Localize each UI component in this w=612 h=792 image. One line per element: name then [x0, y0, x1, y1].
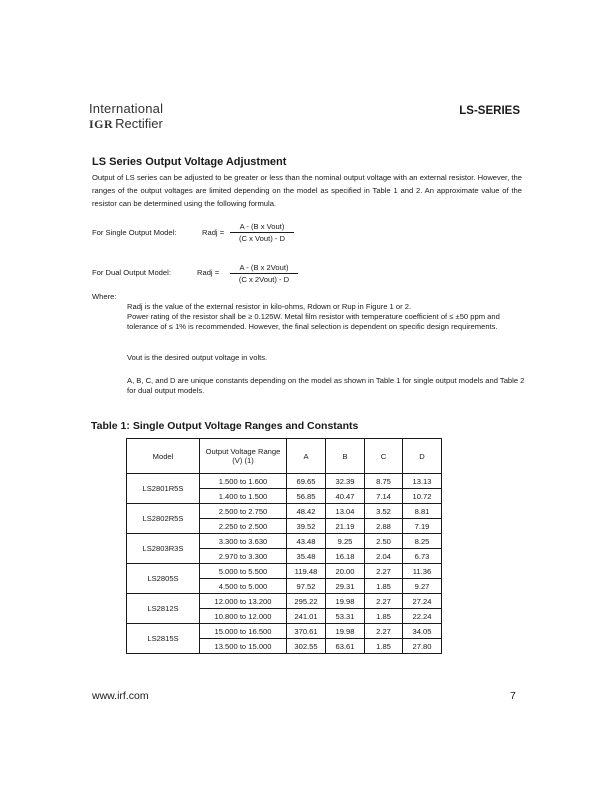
logo-rectifier-text: Rectifier [115, 116, 163, 131]
header-d: D [403, 439, 442, 474]
radj-definition: Radj is the value of the external resistor in kilo-ohms, Rdown or Rup in Figure 1 or 2. [127, 302, 412, 311]
model-cell: LS2812S [127, 594, 200, 624]
d-cell: 11.36 [403, 564, 442, 579]
series-title: LS-SERIES [459, 105, 520, 117]
d-cell: 22.24 [403, 609, 442, 624]
a-cell: 302.55 [287, 639, 326, 654]
c-cell: 2.88 [365, 519, 403, 534]
table-row [127, 474, 442, 489]
b-cell: 63.61 [326, 639, 365, 654]
footer-url: www.irf.com [92, 690, 149, 702]
range-cell: 12.000 to 13.200 [200, 594, 287, 609]
range-cell: 2.500 to 2.750 [200, 504, 287, 519]
c-cell: 1.85 [365, 639, 403, 654]
d-cell: 27.80 [403, 639, 442, 654]
range-cell: 15.000 to 16.500 [200, 624, 287, 639]
section-title: LS Series Output Voltage Adjustment [92, 156, 287, 168]
dual-formula-label: For Dual Output Model: [92, 268, 171, 277]
b-cell: 53.31 [326, 609, 365, 624]
single-formula-var: Radj = [202, 228, 225, 237]
a-cell: 35.48 [287, 549, 326, 564]
b-cell: 19.98 [326, 624, 365, 639]
range-cell: 1.500 to 1.600 [200, 474, 287, 489]
a-cell: 97.52 [287, 579, 326, 594]
power-rating-text: Power rating of the resistor shall be ≥ 0.125W. Metal film resistor with temperature coefficient of ≤ ±50 ppm and tolerance of ≤ 1% is recommended. However, the final selection is dependent on specific design requirements. [127, 312, 500, 331]
range-cell: 2.970 to 3.300 [200, 549, 287, 564]
a-cell: 295.22 [287, 594, 326, 609]
range-cell: 3.300 to 3.630 [200, 534, 287, 549]
d-cell: 6.73 [403, 549, 442, 564]
header-b: B [326, 439, 365, 474]
dual-formula-numerator: A - (B x 2Vout) [230, 263, 298, 274]
c-cell: 2.50 [365, 534, 403, 549]
dual-formula-var: Radj = [197, 268, 220, 277]
b-cell: 19.98 [326, 594, 365, 609]
logo-rectifier [89, 116, 163, 132]
a-cell: 119.48 [287, 564, 326, 579]
b-cell: 9.25 [326, 534, 365, 549]
d-cell: 8.81 [403, 504, 442, 519]
vout-definition: Vout is the desired output voltage in volts. [127, 353, 268, 362]
d-cell: 8.25 [403, 534, 442, 549]
d-cell: 7.19 [403, 519, 442, 534]
a-cell: 241.01 [287, 609, 326, 624]
b-cell: 29.31 [326, 579, 365, 594]
table-row [127, 594, 442, 609]
d-cell: 10.72 [403, 489, 442, 504]
single-formula-label: For Single Output Model: [92, 228, 177, 237]
d-cell: 13.13 [403, 474, 442, 489]
table-row [127, 504, 442, 519]
table-row [127, 534, 442, 549]
intro-paragraph: Output of LS series can be adjusted to be greater or less than the nominal output voltage with an external resistor. However, the ranges of the output voltages are limited depending on the model as specified in Table 1 and 2. An approximate value of the resistor can be determined using the following formula. [92, 173, 522, 208]
logo-international: International [89, 101, 164, 116]
model-cell: LS2801R5S [127, 474, 200, 504]
igr-logo-mark: IGR [89, 117, 114, 131]
c-cell: 2.27 [365, 624, 403, 639]
single-formula-fraction [230, 222, 294, 243]
dual-formula-denominator: (C x 2Vout) - D [238, 275, 290, 284]
b-cell: 32.39 [326, 474, 365, 489]
c-cell: 1.85 [365, 609, 403, 624]
where-label: Where: [92, 292, 117, 301]
table-row [127, 624, 442, 639]
dual-formula-fraction [230, 263, 298, 284]
single-formula-numerator: A - (B x Vout) [230, 222, 294, 233]
range-cell: 2.250 to 2.500 [200, 519, 287, 534]
b-cell: 16.18 [326, 549, 365, 564]
table-row [127, 564, 442, 579]
c-cell: 1.85 [365, 579, 403, 594]
constants-definition: A, B, C, and D are unique constants depending on the model as shown in Table 1 for single output models and Table 2 for dual output models. [127, 376, 525, 395]
d-cell: 9.27 [403, 579, 442, 594]
table1-title: Table 1: Single Output Voltage Ranges and Constants [91, 420, 359, 432]
c-cell: 8.75 [365, 474, 403, 489]
range-cell: 5.000 to 5.500 [200, 564, 287, 579]
range-cell: 4.500 to 5.000 [200, 579, 287, 594]
b-cell: 20.00 [326, 564, 365, 579]
b-cell: 21.19 [326, 519, 365, 534]
header-range: Output Voltage Range (V) (1) [200, 439, 287, 474]
range-cell: 10.800 to 12.000 [200, 609, 287, 624]
header-c: C [365, 439, 403, 474]
c-cell: 2.27 [365, 594, 403, 609]
table1 [126, 438, 442, 654]
model-cell: LS2802R5S [127, 504, 200, 534]
c-cell: 7.14 [365, 489, 403, 504]
c-cell: 2.27 [365, 564, 403, 579]
a-cell: 69.65 [287, 474, 326, 489]
header-model: Model [127, 439, 200, 474]
c-cell: 3.52 [365, 504, 403, 519]
a-cell: 48.42 [287, 504, 326, 519]
model-cell: LS2815S [127, 624, 200, 654]
c-cell: 2.04 [365, 549, 403, 564]
range-cell: 1.400 to 1.500 [200, 489, 287, 504]
range-cell: 13.500 to 15.000 [200, 639, 287, 654]
model-cell: LS2803R3S [127, 534, 200, 564]
d-cell: 27.24 [403, 594, 442, 609]
a-cell: 43.48 [287, 534, 326, 549]
d-cell: 34.05 [403, 624, 442, 639]
a-cell: 56.85 [287, 489, 326, 504]
table1-header-row [127, 439, 442, 474]
a-cell: 370.61 [287, 624, 326, 639]
model-cell: LS2805S [127, 564, 200, 594]
a-cell: 39.52 [287, 519, 326, 534]
single-formula-denominator: (C x Vout) - D [239, 234, 285, 243]
b-cell: 40.47 [326, 489, 365, 504]
b-cell: 13.04 [326, 504, 365, 519]
page-number: 7 [510, 690, 516, 702]
header-a: A [287, 439, 326, 474]
